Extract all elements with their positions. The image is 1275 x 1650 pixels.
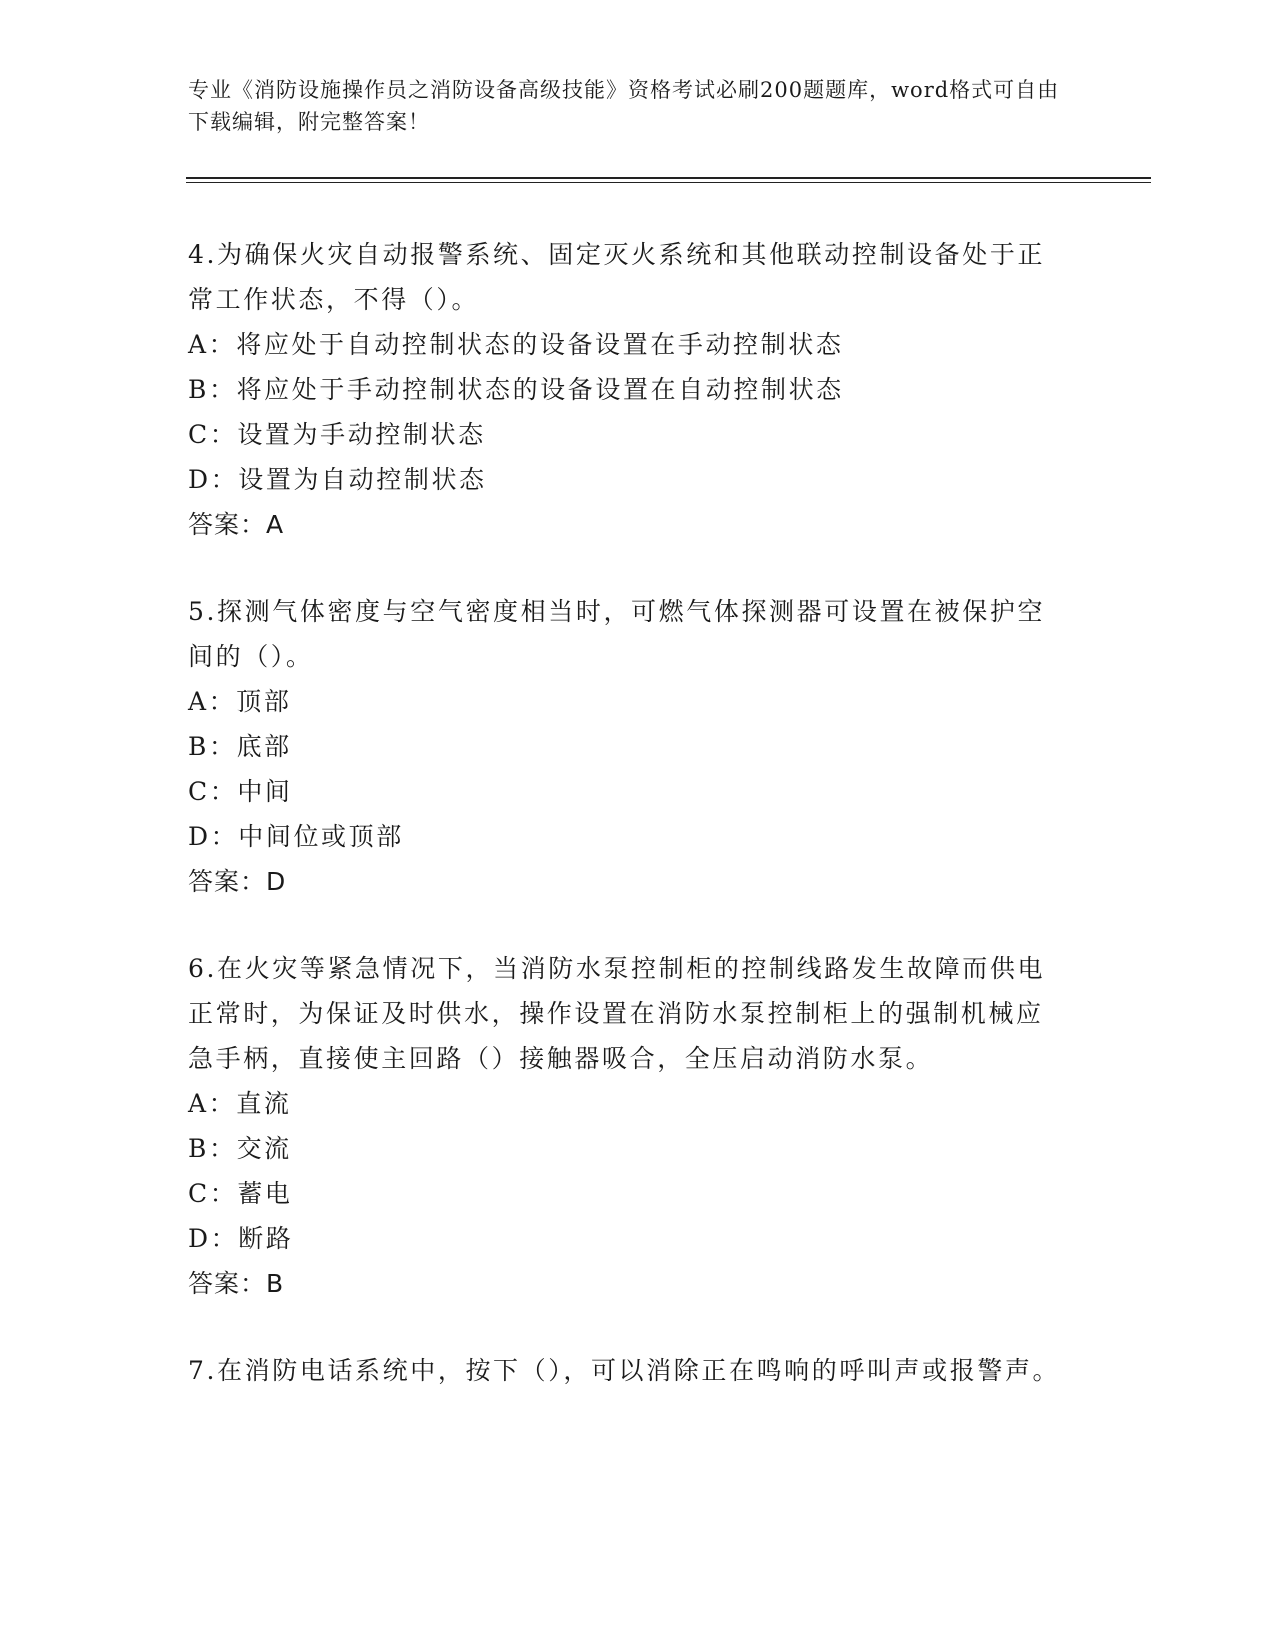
header-divider-thick: [186, 177, 1151, 179]
option-a: A：顶部: [188, 687, 292, 716]
question-5: [188, 589, 1068, 904]
option-a: A：将应处于自动控制状态的设备设置在手动控制状态: [188, 330, 844, 359]
question-list: [188, 232, 1068, 1435]
option-d: D：设置为自动控制状态: [188, 465, 487, 494]
question-stem: 4.为确保火灾自动报警系统、固定灭火系统和其他联动控制设备处于正常工作状态，不得（）。: [188, 240, 1046, 314]
answer-line: 答案：A: [188, 510, 285, 539]
option-a: A：直流: [188, 1089, 292, 1118]
question-4: [188, 232, 1068, 547]
option-c: C：中间: [188, 777, 293, 806]
question-6: [188, 946, 1068, 1306]
answer-line: 答案：D: [188, 867, 287, 896]
option-b: B：底部: [188, 732, 292, 761]
option-c: C：蓄电: [188, 1179, 293, 1208]
header-divider-thin: [186, 182, 1151, 183]
option-c: C：设置为手动控制状态: [188, 420, 486, 449]
option-b: B：将应处于手动控制状态的设备设置在自动控制状态: [188, 375, 844, 404]
question-stem: 5.探测气体密度与空气密度相当时，可燃气体探测器可设置在被保护空间的（）。: [188, 597, 1046, 671]
question-7: [188, 1348, 1068, 1393]
option-d: D：断路: [188, 1224, 294, 1253]
question-stem: 6.在火灾等紧急情况下，当消防水泵控制柜的控制线路发生故障而供电正常时，为保证及时供水，操作设置在消防水泵控制柜上的强制机械应急手柄，直接使主回路（）接触器吸合，全压启动消防水泵。: [188, 954, 1046, 1073]
option-b: B：交流: [188, 1134, 292, 1163]
question-stem: 7.在消防电话系统中，按下（），可以消除正在鸣响的呼叫声或报警声。: [188, 1356, 1061, 1385]
document-header: 专业《消防设施操作员之消防设备高级技能》资格考试必刷200题题库，word格式可自由下载编辑，附完整答案！: [188, 78, 1060, 134]
answer-line: 答案：B: [188, 1269, 285, 1298]
option-d: D：中间位或顶部: [188, 822, 404, 851]
